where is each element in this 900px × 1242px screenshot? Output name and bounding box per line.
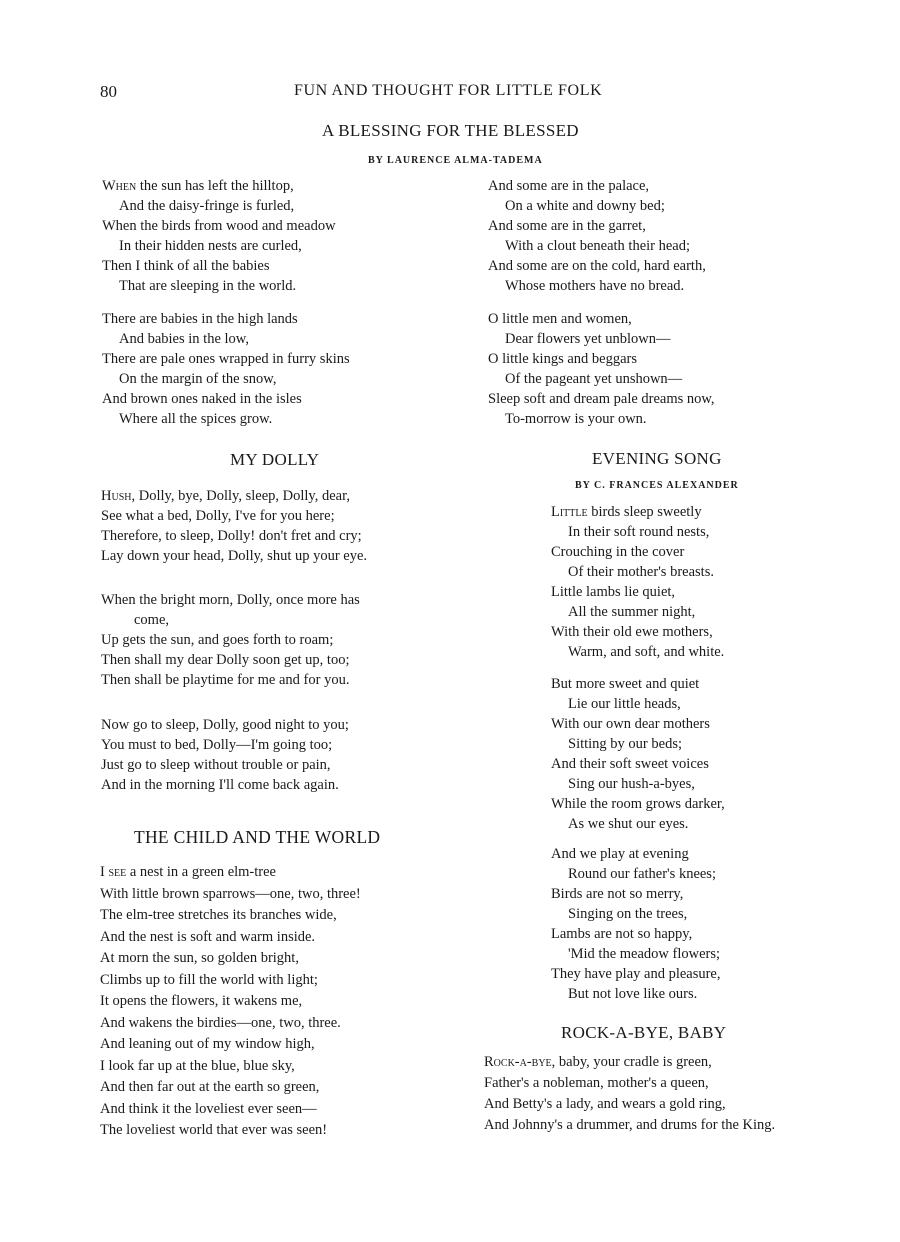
line-rest: , baby, your cradle is green, xyxy=(551,1054,712,1070)
drop-word: Little xyxy=(551,504,588,520)
poem-line: With their old ewe mothers, xyxy=(551,624,713,640)
poem-line: On a white and downy bed; xyxy=(505,198,665,214)
poem-line: Climbs up to fill the world with light; xyxy=(100,971,318,988)
poem-line: And their soft sweet voices xyxy=(551,756,709,772)
poem-line: And we play at evening xyxy=(551,846,689,862)
poem-line: And then far out at the earth so green, xyxy=(100,1079,320,1095)
poem-line: And the daisy-fringe is furled, xyxy=(119,198,295,214)
poem-line: But more sweet and quiet xyxy=(551,676,700,692)
evening-stanza-3 xyxy=(551,844,721,1004)
poem-line: And babies in the low, xyxy=(119,331,249,347)
poem-line: There are pale ones wrapped in furry skins xyxy=(102,351,350,367)
poem-line: And brown ones naked in the isles xyxy=(102,391,302,407)
poem-title-blessing: A BLESSING FOR THE BLESSED xyxy=(322,121,579,140)
poem-line: Whose mothers have no bread. xyxy=(505,278,685,294)
poem-line: And some are in the garret, xyxy=(488,218,646,234)
blessing-stanza-1 xyxy=(102,176,336,296)
poem-line: And wakens the birdies—one, two, three. xyxy=(100,1014,341,1031)
poem-line: But not love like ours. xyxy=(568,986,698,1002)
poem-line: Of their mother's breasts. xyxy=(568,564,714,580)
poem-line: Now go to sleep, Dolly, good night to you; xyxy=(101,717,349,733)
poem-line: The elm-tree stretches its branches wide, xyxy=(100,907,337,923)
poem-line: I look far up at the blue, blue sky, xyxy=(100,1057,295,1074)
poem-line xyxy=(100,862,361,884)
poem-line: Then I think of all the babies xyxy=(102,258,270,274)
poem-line: O little men and women, xyxy=(488,311,632,327)
dolly-stanza-1 xyxy=(101,486,367,566)
poem-line: Then shall my dear Dolly soon get up, too; xyxy=(101,652,350,668)
line-rest: a nest in a green elm-tree xyxy=(126,864,276,880)
poem-line: And the nest is soft and warm inside. xyxy=(100,928,316,945)
poem-line: Singing on the trees, xyxy=(568,906,688,922)
poem-line: And some are in the palace, xyxy=(488,178,650,194)
byline-evening: BY C. FRANCES ALEXANDER xyxy=(575,480,739,491)
page-number: 80 xyxy=(100,82,117,101)
poem-line: When the birds from wood and meadow xyxy=(102,218,336,234)
line-rest: the sun has left the hilltop, xyxy=(136,178,294,194)
blessing-stanza-4 xyxy=(488,309,715,429)
poem-title-dolly: MY DOLLY xyxy=(230,450,320,469)
evening-stanza-2 xyxy=(551,674,725,834)
poem-line: Sleep soft and dream pale dreams now, xyxy=(488,391,715,407)
poem-line xyxy=(101,486,367,506)
poem-line: And leaning out of my window high, xyxy=(100,1036,315,1052)
dolly-stanza-3 xyxy=(101,715,349,795)
poem-title-child-world: THE CHILD AND THE WORLD xyxy=(134,827,381,847)
poem-line: With our own dear mothers xyxy=(551,716,710,732)
poem-line: All the summer night, xyxy=(568,604,696,620)
poem-line: Sitting by our beds; xyxy=(568,736,682,752)
byline-blessing: BY LAURENCE ALMA-TADEMA xyxy=(368,155,543,166)
poem-line: There are babies in the high lands xyxy=(102,311,298,327)
poem-line: Where all the spices grow. xyxy=(119,411,273,427)
poem-line: Lambs are not so happy, xyxy=(551,926,693,942)
poem-title-rockabye: ROCK-A-BYE, BABY xyxy=(561,1023,727,1042)
poem-line: Lie our little heads, xyxy=(568,696,681,712)
poem-line: And some are on the cold, hard earth, xyxy=(488,258,706,274)
poem-line: Sing our hush-a-byes, xyxy=(568,776,695,792)
poem-line: Lay down your head, Dolly, shut up your eye. xyxy=(101,548,368,564)
line-rest: birds sleep sweetly xyxy=(587,504,702,520)
poem-line: As we shut our eyes. xyxy=(568,816,689,832)
poem-line: In their hidden nests are curled, xyxy=(119,238,302,254)
poem-line: Warm, and soft, and white. xyxy=(568,644,725,660)
poem-line xyxy=(484,1052,775,1073)
poem-title-evening: EVENING SONG xyxy=(592,449,722,468)
rockabye-stanza xyxy=(484,1052,775,1136)
poem-line: Birds are not so merry, xyxy=(551,886,684,902)
blessing-stanza-3 xyxy=(488,176,706,296)
poem-line: They have play and pleasure, xyxy=(551,966,721,982)
poem-line: And Johnny's a drummer, and drums for the King. xyxy=(484,1117,776,1133)
poem-line: You must to bed, Dolly—I'm going too; xyxy=(101,737,333,753)
dolly-stanza-2 xyxy=(101,590,360,690)
poem-line: And think it the loveliest ever seen— xyxy=(100,1100,317,1117)
drop-word: Hush xyxy=(101,488,132,504)
poem-line: Little lambs lie quiet, xyxy=(551,584,676,600)
poem-line: Just go to sleep without trouble or pain, xyxy=(101,757,331,773)
child-world-stanza xyxy=(100,862,361,1142)
poem-line: The loveliest world that ever was seen! xyxy=(100,1122,328,1138)
poem-line: 'Mid the meadow flowers; xyxy=(568,946,721,962)
poem-line: Therefore, to sleep, Dolly! don't fret and cry; xyxy=(101,528,362,544)
poem-line: When the bright morn, Dolly, once more has xyxy=(101,592,360,608)
poem-line: And in the morning I'll come back again. xyxy=(101,777,339,793)
poem-line: Then shall be playtime for me and for you. xyxy=(101,672,350,688)
running-title: FUN AND THOUGHT FOR LITTLE FOLK xyxy=(294,82,603,99)
poem-line: Dear flowers yet unblown— xyxy=(505,331,671,347)
poem-line-wrap: come, xyxy=(134,612,170,628)
poem-line: Of the pageant yet unshown— xyxy=(505,371,683,387)
poem-line: On the margin of the snow, xyxy=(119,371,277,387)
poem-line: See what a bed, Dolly, I've for you here; xyxy=(101,508,335,524)
poem-line: At morn the sun, so golden bright, xyxy=(100,950,299,966)
poem-line: With a clout beneath their head; xyxy=(505,238,691,254)
poem-line: Crouching in the cover xyxy=(551,544,685,560)
poem-line: While the room grows darker, xyxy=(551,796,725,812)
drop-word: When xyxy=(102,178,137,194)
evening-stanza-1 xyxy=(551,502,724,662)
poem-line: To-morrow is your own. xyxy=(505,411,647,427)
poem-line: That are sleeping in the world. xyxy=(119,278,297,294)
poem-line xyxy=(102,176,336,196)
poem-line xyxy=(551,502,724,522)
poem-line: And Betty's a lady, and wears a gold ring, xyxy=(484,1096,726,1112)
drop-word: I see xyxy=(100,864,127,880)
poem-line: With little brown sparrows—one, two, three! xyxy=(100,885,361,902)
drop-word: Rock-a-bye xyxy=(484,1054,552,1070)
blessing-stanza-2 xyxy=(102,309,350,429)
poem-line: Up gets the sun, and goes forth to roam; xyxy=(101,632,334,648)
line-rest: , Dolly, bye, Dolly, sleep, Dolly, dear, xyxy=(131,488,350,504)
poem-line: It opens the flowers, it wakens me, xyxy=(100,993,303,1009)
poem-line: O little kings and beggars xyxy=(488,351,638,367)
poem-line: Father's a nobleman, mother's a queen, xyxy=(484,1075,709,1091)
poem-line: Round our father's knees; xyxy=(568,866,716,882)
poem-line: In their soft round nests, xyxy=(568,524,710,540)
